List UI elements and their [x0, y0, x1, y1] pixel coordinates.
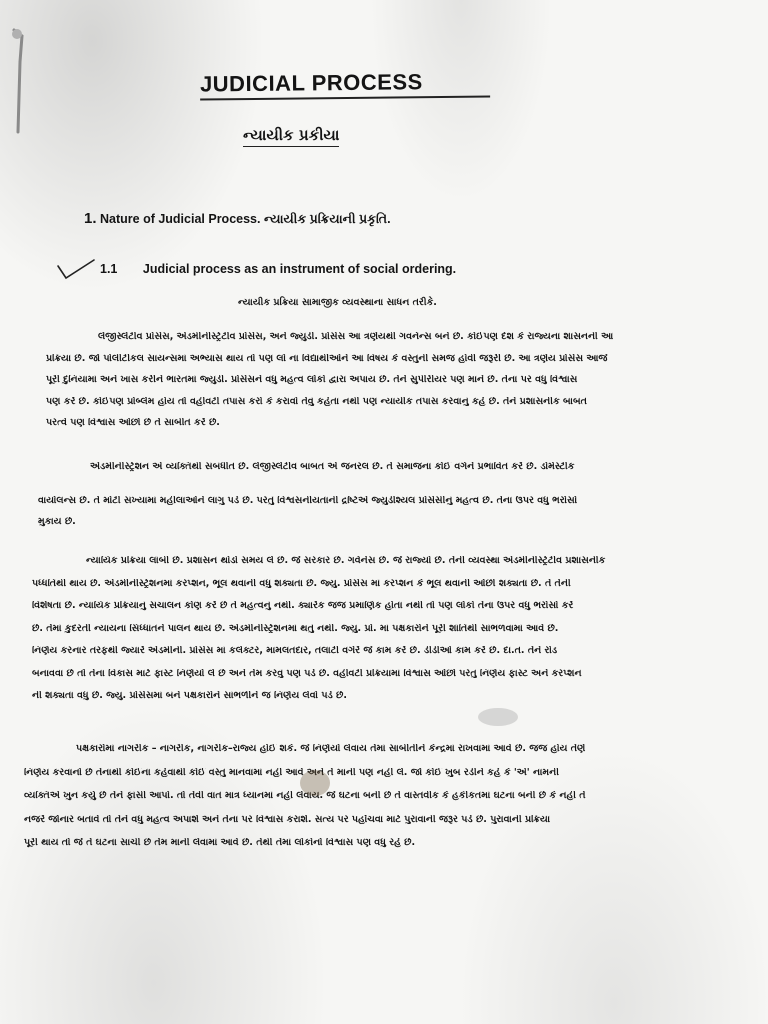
paragraph-line: વ્યક્તિએ ખુન કર્યુ છે તેને ફાંસી આપો. તો તેવી વાત માત્ર ધ્યાનમાં નહી લેવાય. જે ઘટના બની છે તે વાસ્તવીક કે હકીકતમાં ઘટના બની છે કે નહી તે	[24, 791, 586, 801]
paragraph-line: પક્ષકારોમાં નાગરીક – નાગરીક, નાગરીક–રાજ્ય હોઈ શકે. જે નિર્ણયો લેવાય તેમાં સાબીતીને કેન્દ્રમાં રાખવામાં આવે છે. જજ હોય તેણે	[76, 744, 586, 754]
checkmark-icon	[56, 258, 96, 282]
subsection-title-gujarati: ન્યાયીક પ્રક્રિયા સામાજીક વ્યવસ્થાના સાધન તરીકે.	[238, 297, 437, 308]
paragraph-line: એડમીનીસ્ટ્રેશન એ વ્યક્તિથી સંબંધીત છે. લેજીસ્લેટીવ બાબત એ જનરલ છે. તે સમાજના કોઈ વર્ગને પ્રભાવિત કરે છે. ડોમેસ્ટીક	[90, 462, 575, 472]
paragraph-line: વાયોલન્સ છે. તે મોટી સંખ્યામાં મહીલાઓને લાગુ પડે છે. પરંતું વિશ્વસનીયતાની દ્રષ્ટિએ જ્યુડીશ્યલ પ્રોસેસીનું મહત્વ છે. તેના ઉપર વધુ ભરોસો	[38, 495, 578, 505]
paragraph-line: ન્યાયિક પ્રક્રિયા લાંબી છે. પ્રશાસન થોડો સમય લે છે. જે સરકાર છે. ગર્વનેસ છે. જે રાજ્યો છે. તેની વ્યવસ્થા એડમીનીસ્ટ્રેટીવ પ્રશાસનીક	[86, 556, 606, 566]
paragraph-line: પૂરી દુનિયામાં અને ખાસ કરીને ભારતમાં જ્યુડી. પ્રોસેસને વધુ મહત્વ લોકો દ્વારા અપાય છે. તેને સુપીરીયર પણ માને છે. તેના પર વધુ વિશ્વાસ	[46, 375, 578, 385]
paragraph-line: નિર્ણય કરવાનો છે તેનાથી કોઈના કહેવાથી કોઈ વસ્તુ માનવામાં નહી આવે અને તે માની પણ નહી લે. જો કોઈ ખુબ રડીને કહે કે 'એ' નામની	[24, 767, 559, 777]
section-heading-1	[84, 210, 391, 227]
subsection-heading-1-1	[100, 262, 456, 276]
paragraph-line: પ્રક્રિયા છે. જો પોલીટીકલ સાયન્સમાં અભ્યાસ થાય તો પણ લો ના વિદ્યાર્થીઓને આ વિષય કે વસ્તુની સમજ હોવી જરૂરી છે. આ ત્રણેય પ્રોસેસ આજે	[46, 353, 608, 363]
staple-pin-icon	[8, 22, 30, 142]
paragraph-line: પણ કરે છે. કોઈપણ પ્રોબ્લેમ હોય તો વહીવટી તપાસ કરો કે કરાવો તેવું કહેતા નથી પણ ન્યાયીક તપાસ કરવાનું કહે છે. તેને પ્રશાસનીક બાબત	[46, 396, 587, 406]
paper-smudge	[300, 770, 330, 796]
paragraph-line: પરત્વે પણ વિશ્વાસ ઓછો છે તે સાબીત કરે છે.	[46, 418, 220, 428]
paragraph	[46, 332, 726, 428]
paragraph	[24, 744, 742, 848]
page-subtitle-gujarati: ન્યાયીક પ્રકીયા	[243, 126, 339, 147]
paragraph-line: વિશેષતા છે. ન્યાયિક પ્રક્રિયાનું સંચાલન કોણ કરે છે તે મહત્વનું નથી. ક્યારેક જજ પ્રમાણિક હોતા નથી તો પણ લોકો તેના ઉપર વધુ ભરોસો કરે	[32, 601, 574, 611]
subsection-title: Judicial process as an instrument of social ordering.	[142, 262, 457, 276]
paragraph-line: બનાવવા છે તો તેના વિકાસ માટે ફાસ્ટ નિર્ણયો લે છે અને તેમ કરવું પણ પડે છે. વહીવટી પ્રક્રિયામાં વિશ્વાસ ઓછો પરંતુ નિર્ણય ફાસ્ટ અને કરપ્શન	[32, 668, 582, 678]
paragraph-line: લેજીસ્લેટીવ પ્રોસેસ, એડમીનીસ્ટ્રેટીવ પ્રોસેસ, અને જ્યુડી. પ્રોસેસ આ ત્રણેયથી ગવર્નન્સ બને છે. કોઈપણ દેશ કે રાજ્યના શાસનની આ	[98, 332, 614, 342]
paragraph-line: પધ્ધતિથી થાય છે. એડમીનીસ્ટ્રેશનમાં કરપ્શન, ભૂલ થવાની વધુ શક્યતા છે. જ્યુ. પ્રોસેસ માં કરપ્શન કે ભૂલ થવાની ઓછી શક્યતા છે. તે તેની	[32, 578, 571, 588]
paragraph-line: નજરે જોનાર બતાવે તો તેને વધુ મહત્વ અપાશે અને તેના પર વિશ્વાસ કરાશે. સત્ય પર પહોંચવા માટે પુરાવાની જરૂર પડે છે. પુરાવાની પ્રક્રિયા	[24, 814, 551, 824]
page-title: JUDICIAL PROCESS	[200, 68, 490, 100]
section-title: Nature of Judicial Process. ન્યાયીક પ્રક્રિયાની પ્રકૃતિ.	[100, 212, 391, 226]
paragraph-line: ની શક્યતા વધુ છે. જ્યુ. પ્રોસેસમાં બંને પક્ષકારોને સાંભળીને જ નિર્ણય લેવો પડે છે.	[32, 691, 347, 701]
paragraph-line: નિર્ણય કરનાર તરફથી જ્યારે એડમીની. પ્રોસેસ માં કલેક્ટર, મામલતદાર, તલાટી વગેરે જે કામ કરે છે. ડીડીઓ કામ કરે છે. દા.ત. તેને રોડ	[32, 646, 558, 656]
paragraph-line: મુકાય છે.	[38, 517, 76, 527]
paragraph	[32, 556, 728, 701]
paper-smudge	[478, 708, 518, 726]
subsection-number: 1.1	[100, 262, 118, 276]
section-number: 1.	[84, 210, 97, 227]
paragraph-line: છે. તેમાં કુદરતી ન્યાયના સિધ્ધાંતને પાલન થાય છે. એડમીનીસ્ટ્રેશનમાં થતું નથી. જ્યુ. પ્રો. માં પક્ષકારોને પૂરી શાંતિથી સાંભળવામાં આવે છે.	[32, 623, 559, 633]
paragraph	[38, 462, 728, 527]
paragraph-line: પૂરી થાય તો જે તે ઘટના સાચી છે તેમ માની લેવામાં આવે છે. તેથી તેમાં લોકોનો વિશ્વાસ પણ વધુ રહે છે.	[24, 838, 416, 848]
